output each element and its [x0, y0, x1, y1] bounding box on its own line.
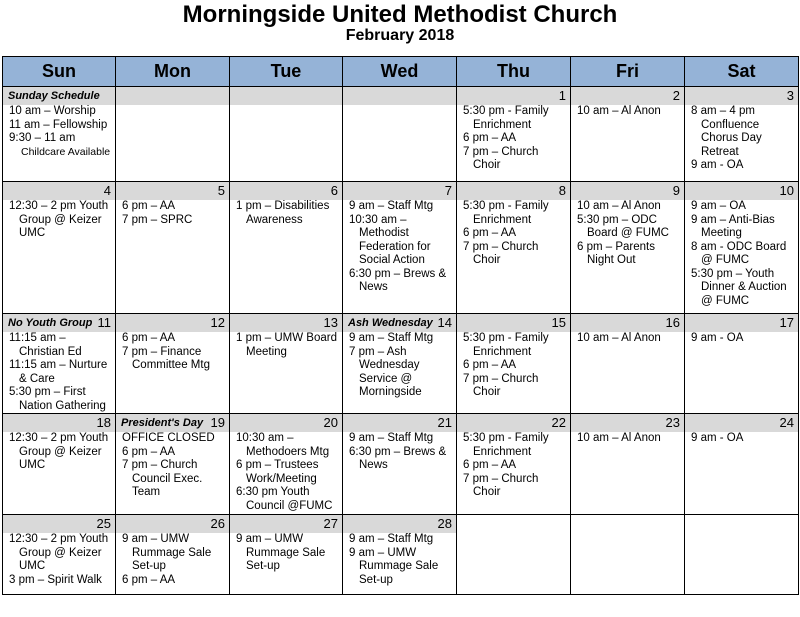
- event-item: 3 pm – Spirit Walk: [9, 573, 102, 586]
- event-item: 11:15 am – Nurture & Care: [9, 359, 108, 385]
- event-item: 7 pm – Church Choir: [463, 372, 539, 398]
- event-item: 9 am – Staff Mtg: [349, 533, 434, 545]
- day-note: No Youth Group: [8, 317, 93, 329]
- day-header-bar: [3, 414, 115, 432]
- event-list: [230, 533, 342, 574]
- day-cell: [3, 87, 116, 182]
- day-header-bar: [685, 182, 798, 200]
- event-list: [571, 105, 684, 119]
- day-cell: [3, 414, 116, 515]
- event-item: 7 pm – Church Choir: [463, 240, 539, 266]
- day-header-bar: [230, 414, 342, 432]
- day-cell: [116, 87, 230, 182]
- month-subtitle: February 2018: [345, 27, 455, 44]
- event-item: 5:30 pm - Family Enrichment: [463, 332, 549, 358]
- day-number: 10: [779, 183, 794, 198]
- day-header-bar: [3, 182, 115, 200]
- event-list: [571, 432, 684, 446]
- event-list: [116, 200, 229, 227]
- day-header-bar: [230, 515, 342, 533]
- event-item: 6:30 pm – Brews & News: [349, 267, 447, 293]
- event-list: [3, 332, 115, 413]
- day-header-bar: [116, 414, 229, 432]
- day-cell: [3, 182, 116, 314]
- day-number: 2: [672, 88, 680, 103]
- day-number: 21: [437, 415, 452, 430]
- event-item: 6 pm – AA: [122, 445, 176, 458]
- day-number: 5: [217, 183, 225, 198]
- day-header-bar: [230, 182, 342, 200]
- day-cell: [457, 87, 571, 182]
- event-item: 9 am – OA: [691, 200, 746, 212]
- week-row: [3, 515, 799, 595]
- weekday-header: Thu: [457, 57, 571, 87]
- day-cell: [343, 414, 457, 515]
- day-number: 27: [323, 516, 338, 531]
- day-number: 4: [103, 183, 111, 198]
- day-cell: [685, 515, 799, 595]
- day-number: 1: [558, 88, 566, 103]
- day-cell: [571, 87, 685, 182]
- event-list: [457, 332, 570, 400]
- event-item: 5:30 pm – First Nation Gathering: [9, 386, 106, 412]
- event-item: 9:30 – 11 am: [9, 132, 76, 144]
- event-item: 12:30 – 2 pm Youth Group @ Keizer UMC: [9, 533, 109, 572]
- day-cell: [116, 414, 230, 515]
- event-list: [3, 200, 115, 241]
- event-list: [116, 332, 229, 373]
- event-item: 7 pm – Finance Committee Mtg: [122, 345, 210, 371]
- day-number: 23: [665, 415, 680, 430]
- weekday-header-row: [3, 57, 799, 87]
- day-header-bar: [230, 87, 342, 105]
- day-cell: [457, 314, 571, 414]
- day-number: 11: [97, 315, 111, 330]
- day-number: 9: [672, 183, 680, 198]
- day-cell: [3, 314, 116, 414]
- day-cell: [230, 414, 343, 515]
- event-list: [116, 432, 229, 500]
- event-list: [571, 200, 684, 268]
- event-list: [457, 200, 570, 268]
- day-number: 15: [551, 315, 566, 330]
- day-header-bar: [685, 87, 798, 105]
- day-cell: [457, 515, 571, 595]
- day-header-bar: [685, 414, 798, 432]
- event-item: 7 pm – Church Choir: [463, 472, 539, 498]
- event-list: [343, 432, 456, 473]
- day-cell: [685, 414, 799, 515]
- page-title: Morningside United Methodist Church: [182, 1, 618, 28]
- day-cell: [343, 515, 457, 595]
- day-cell: [230, 182, 343, 314]
- day-header-bar: [116, 515, 229, 533]
- day-number: 13: [323, 315, 338, 330]
- day-cell: [685, 314, 799, 414]
- event-item: Childcare Available: [21, 145, 111, 158]
- weekday-header: Sun: [3, 57, 116, 87]
- calendar-grid: [2, 56, 799, 595]
- day-cell: [116, 182, 230, 314]
- day-cell: [343, 182, 457, 314]
- day-header-bar: [116, 314, 229, 332]
- event-item: 9 am – Staff Mtg: [349, 432, 434, 444]
- weekday-header: Fri: [571, 57, 685, 87]
- event-list: [3, 432, 115, 473]
- event-item: 6 pm – Trustees Work/Meeting: [236, 459, 319, 485]
- event-item: 12:30 – 2 pm Youth Group @ Keizer UMC: [9, 200, 109, 239]
- event-list: [685, 200, 798, 308]
- day-header-bar: [3, 515, 115, 533]
- day-header-bar: [685, 314, 798, 332]
- event-item: 6 pm – Parents Night Out: [577, 240, 655, 266]
- day-number: 8: [558, 183, 566, 198]
- event-list: [457, 432, 570, 500]
- event-item: 9 am – Anti-Bias Meeting: [691, 213, 775, 239]
- event-list: [230, 200, 342, 227]
- event-item: 11:15 am – Christian Ed: [9, 332, 82, 358]
- day-header-bar: [457, 414, 570, 432]
- event-item: 6 pm – AA: [463, 359, 517, 371]
- day-header-bar: [343, 87, 456, 105]
- day-header-bar: [571, 182, 684, 200]
- day-header-bar: [343, 314, 456, 332]
- day-number: 6: [330, 183, 338, 198]
- day-header-bar: [3, 87, 115, 105]
- event-item: OFFICE CLOSED: [122, 432, 215, 444]
- day-cell: [685, 87, 799, 182]
- day-number: 18: [96, 415, 111, 430]
- day-header-bar: [457, 182, 570, 200]
- day-cell: [343, 87, 457, 182]
- day-number: 24: [779, 415, 794, 430]
- day-cell: [571, 314, 685, 414]
- day-cell: [685, 182, 799, 314]
- event-item: 9 am – UMW Rummage Sale Set-up: [122, 533, 212, 572]
- day-header-bar: [457, 87, 570, 105]
- day-cell: [457, 182, 571, 314]
- day-header-bar: [230, 314, 342, 332]
- event-item: 6 pm – AA: [463, 132, 517, 144]
- day-number: 7: [444, 183, 452, 198]
- day-header-bar: [3, 314, 115, 332]
- week-row: [3, 314, 799, 414]
- day-cell: [116, 314, 230, 414]
- day-note: President's Day: [121, 417, 204, 429]
- day-number: 14: [437, 315, 452, 330]
- event-item: 7 pm – Church Council Exec. Team: [122, 459, 203, 498]
- event-item: 1 pm – UMW Board Meeting: [236, 332, 337, 358]
- week-row: [3, 414, 799, 515]
- event-item: 9 am – UMW Rummage Sale Set-up: [236, 533, 326, 572]
- event-item: 11 am – Fellowship: [9, 118, 108, 131]
- event-list: [571, 332, 684, 346]
- weekday-header: Sat: [685, 57, 799, 87]
- event-item: 5:30 pm - Family Enrichment: [463, 200, 549, 226]
- event-item: 5:30 pm - Family Enrichment: [463, 432, 549, 458]
- event-item: 7 pm – SPRC: [122, 213, 193, 226]
- day-number: 28: [437, 516, 452, 531]
- day-number: 16: [665, 315, 680, 330]
- event-item: 6:30 pm Youth Council @FUMC: [236, 486, 333, 512]
- day-header-bar: [116, 182, 229, 200]
- event-list: [343, 200, 456, 295]
- day-header-bar: [571, 414, 684, 432]
- event-item: 9 am - OA: [691, 332, 744, 344]
- day-cell: [230, 314, 343, 414]
- event-item: 8 am - ODC Board @ FUMC: [691, 240, 787, 266]
- event-item: 10:30 am – Methodist Federation for Social Action: [349, 213, 431, 266]
- event-item: 9 am - OA: [691, 432, 744, 444]
- event-list: [343, 533, 456, 587]
- day-number: 22: [551, 415, 566, 430]
- event-item: 8 am – 4 pm Confluence Chorus Day Retreat: [691, 105, 762, 158]
- event-item: 9 am – Staff Mtg: [349, 200, 434, 212]
- week-row: [3, 87, 799, 182]
- day-number: 25: [96, 516, 111, 531]
- week-row: [3, 182, 799, 314]
- event-item: 6:30 pm – Brews & News: [349, 445, 447, 471]
- event-item: 1 pm – Disabilities Awareness: [236, 200, 330, 226]
- event-list: [685, 332, 798, 346]
- event-list: [343, 332, 456, 400]
- day-number: 20: [323, 415, 338, 430]
- day-cell: [116, 515, 230, 595]
- event-list: [457, 105, 570, 173]
- day-header-bar: [343, 182, 456, 200]
- event-item: 12:30 – 2 pm Youth Group @ Keizer UMC: [9, 432, 109, 471]
- event-item: 6 pm – AA: [122, 332, 176, 344]
- event-item: 10 am – Al Anon: [577, 200, 661, 212]
- day-cell: [230, 87, 343, 182]
- day-header-bar: [116, 87, 229, 105]
- event-item: 10:30 am – Methodoers Mtg: [236, 432, 330, 458]
- event-list: [230, 332, 342, 359]
- event-item: 7 pm – Ash Wednesday Service @ Morningside: [349, 345, 422, 398]
- day-note: Sunday Schedule: [8, 90, 100, 102]
- day-header-bar: [343, 515, 456, 533]
- day-number: 26: [210, 516, 225, 531]
- event-item: 6 pm – AA: [463, 459, 517, 471]
- event-item: 6 pm – AA: [122, 573, 176, 586]
- event-item: 9 am - OA: [691, 159, 744, 171]
- day-header-bar: [343, 414, 456, 432]
- event-item: 9 am – Staff Mtg: [349, 332, 434, 344]
- event-item: 9 am – UMW Rummage Sale Set-up: [349, 546, 439, 586]
- event-list: [3, 105, 115, 159]
- day-cell: [230, 515, 343, 595]
- event-list: [685, 432, 798, 446]
- day-cell: [457, 414, 571, 515]
- event-list: [116, 533, 229, 587]
- day-header-bar: [571, 87, 684, 105]
- event-item: 10 am – Al Anon: [577, 105, 661, 117]
- event-item: 6 pm – AA: [122, 200, 176, 212]
- day-number: 3: [786, 88, 794, 103]
- day-cell: [571, 515, 685, 595]
- day-cell: [571, 182, 685, 314]
- weekday-header: Tue: [230, 57, 343, 87]
- event-item: 10 am – Al Anon: [577, 332, 661, 344]
- weekday-header: Mon: [116, 57, 230, 87]
- event-list: [685, 105, 798, 173]
- event-item: 6 pm – AA: [463, 227, 517, 239]
- day-note: Ash Wednesday: [348, 317, 433, 329]
- day-cell: [343, 314, 457, 414]
- day-cell: [571, 414, 685, 515]
- event-item: 5:30 pm - Family Enrichment: [463, 105, 549, 131]
- weekday-header: Wed: [343, 57, 457, 87]
- day-number: 17: [779, 315, 794, 330]
- event-item: 5:30 pm – ODC Board @ FUMC: [577, 213, 669, 239]
- event-item: 5:30 pm – Youth Dinner & Auction @ FUMC: [691, 267, 787, 307]
- day-number: 19: [210, 415, 225, 430]
- day-cell: [3, 515, 116, 595]
- event-list: [3, 533, 115, 587]
- day-number: 12: [210, 315, 225, 330]
- event-item: 10 am – Al Anon: [577, 432, 661, 444]
- event-item: 10 am – Worship: [9, 105, 96, 117]
- event-list: [230, 432, 342, 513]
- day-header-bar: [571, 314, 684, 332]
- day-header-bar: [457, 314, 570, 332]
- event-item: 7 pm – Church Choir: [463, 145, 539, 171]
